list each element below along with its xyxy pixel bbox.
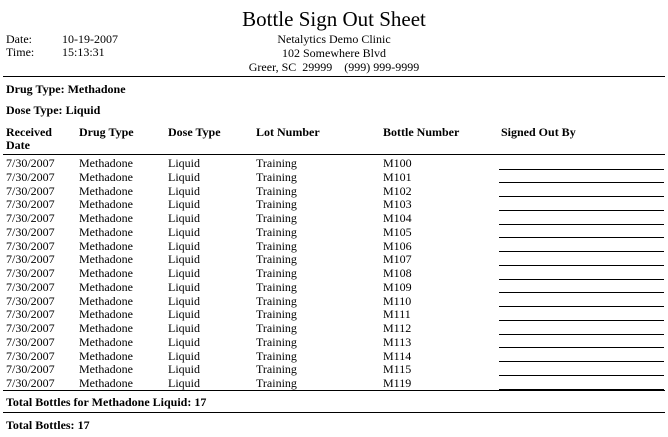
dose-type-label: Dose Type: [6, 103, 63, 117]
cell-received-date: 7/30/2007 [6, 169, 55, 184]
clinic-city-phone: Greer, SC 29999 (999) 999-9999 [248, 60, 420, 74]
signature-line[interactable] [499, 169, 664, 170]
cell-dose-type: Liquid [168, 307, 200, 322]
cell-drug-type: Methadone [79, 293, 133, 308]
cell-dose-type: Liquid [168, 362, 200, 377]
cell-received-date: 7/30/2007 [6, 362, 55, 377]
cell-received-date: 7/30/2007 [6, 252, 55, 267]
cell-lot-number: Training [256, 238, 297, 253]
cell-lot-number: Training [256, 197, 297, 212]
grand-total-count: 17 [77, 418, 90, 432]
cell-bottle-number: M105 [383, 224, 412, 239]
cell-lot-number: Training [256, 362, 297, 377]
table-row [0, 377, 668, 391]
cell-dose-type: Liquid [168, 238, 200, 253]
time-label: Time: [6, 45, 35, 59]
signature-line[interactable] [499, 292, 664, 293]
cell-bottle-number: M100 [383, 156, 412, 170]
table-row [0, 350, 668, 364]
cell-drug-type: Methadone [79, 252, 133, 267]
clinic-name: Netalytics Demo Clinic [277, 32, 391, 46]
cell-drug-type: Methadone [79, 266, 133, 280]
signature-line[interactable] [499, 334, 664, 335]
table-row [0, 336, 668, 350]
cell-received-date: 7/30/2007 [6, 266, 55, 280]
cell-bottle-number: M109 [383, 279, 412, 294]
cell-lot-number: Training [256, 224, 297, 239]
cell-dose-type: Liquid [168, 293, 200, 308]
cell-drug-type: Methadone [79, 348, 133, 363]
table-row [0, 308, 668, 322]
signature-line[interactable] [499, 279, 664, 280]
cell-bottle-number: M102 [383, 183, 412, 198]
column-header-divider [3, 154, 665, 155]
rows-end-divider [3, 390, 665, 391]
cell-drug-type: Methadone [79, 156, 133, 170]
date-value: 10-19-2007 [62, 32, 118, 46]
cell-received-date: 7/30/2007 [6, 376, 55, 390]
signature-line[interactable] [499, 251, 664, 252]
cell-dose-type: Liquid [168, 266, 200, 280]
signature-line[interactable] [499, 320, 664, 321]
col-bottle-number: Bottle Number [383, 125, 460, 139]
table-row [0, 171, 668, 185]
cell-bottle-number: M114 [383, 348, 412, 363]
cell-dose-type: Liquid [168, 169, 200, 184]
cell-received-date: 7/30/2007 [6, 321, 55, 335]
cell-bottle-number: M103 [383, 197, 412, 212]
grand-total [6, 418, 90, 432]
header-divider [3, 76, 665, 77]
drug-type-label: Drug Type: [6, 82, 65, 96]
cell-drug-type: Methadone [79, 224, 133, 239]
cell-received-date: 7/30/2007 [6, 183, 55, 198]
cell-lot-number: Training [256, 321, 297, 335]
cell-drug-type: Methadone [79, 307, 133, 322]
cell-lot-number: Training [256, 279, 297, 294]
cell-lot-number: Training [256, 266, 297, 280]
date-label: Date: [6, 32, 32, 46]
cell-lot-number: Training [256, 156, 297, 170]
table-row [0, 295, 668, 309]
cell-bottle-number: M104 [383, 211, 412, 225]
cell-received-date: 7/30/2007 [6, 307, 55, 322]
cell-dose-type: Liquid [168, 321, 200, 335]
signature-line[interactable] [499, 237, 664, 238]
cell-lot-number: Training [256, 293, 297, 308]
col-received-date-line1: Received [6, 125, 52, 139]
table-row [0, 226, 668, 240]
signature-line[interactable] [499, 196, 664, 197]
table-row [0, 198, 668, 212]
cell-received-date: 7/30/2007 [6, 348, 55, 363]
table-row [0, 363, 668, 377]
signature-line[interactable] [499, 224, 664, 225]
cell-lot-number: Training [256, 252, 297, 267]
table-row [0, 240, 668, 254]
signature-line[interactable] [499, 361, 664, 362]
cell-drug-type: Methadone [79, 183, 133, 198]
cell-received-date: 7/30/2007 [6, 197, 55, 212]
clinic-address: 102 Somewhere Blvd [282, 46, 386, 60]
col-lot-number: Lot Number [256, 125, 320, 139]
cell-drug-type: Methadone [79, 321, 133, 335]
cell-lot-number: Training [256, 169, 297, 184]
cell-bottle-number: M108 [383, 266, 412, 280]
time-value: 15:13:31 [62, 45, 105, 59]
cell-dose-type: Liquid [168, 197, 200, 212]
signature-line[interactable] [499, 182, 664, 183]
totals-divider [3, 412, 665, 413]
cell-drug-type: Methadone [79, 169, 133, 184]
table-row [0, 253, 668, 267]
cell-lot-number: Training [256, 348, 297, 363]
cell-lot-number: Training [256, 334, 297, 349]
col-received-date-line2: Date [6, 138, 30, 152]
cell-drug-type: Methadone [79, 211, 133, 225]
cell-dose-type: Liquid [168, 279, 200, 294]
drug-type-group [6, 82, 126, 96]
cell-bottle-number: M119 [383, 376, 412, 390]
table-row [0, 322, 668, 336]
cell-dose-type: Liquid [168, 252, 200, 267]
col-signed-out-by: Signed Out By [501, 125, 576, 139]
cell-bottle-number: M101 [383, 169, 412, 184]
cell-drug-type: Methadone [79, 362, 133, 377]
cell-drug-type: Methadone [79, 334, 133, 349]
cell-bottle-number: M106 [383, 238, 412, 253]
table-row [0, 212, 668, 226]
cell-dose-type: Liquid [168, 334, 200, 349]
cell-lot-number: Training [256, 183, 297, 198]
cell-dose-type: Liquid [168, 211, 200, 225]
cell-received-date: 7/30/2007 [6, 293, 55, 308]
signature-line[interactable] [499, 375, 664, 376]
col-dose-type: Dose Type [168, 125, 221, 139]
group-total [6, 395, 206, 409]
cell-bottle-number: M112 [383, 321, 412, 335]
cell-bottle-number: M107 [383, 252, 412, 267]
dose-type-value: Liquid [65, 103, 101, 117]
cell-drug-type: Methadone [79, 376, 133, 390]
cell-dose-type: Liquid [168, 183, 200, 198]
col-received-date [6, 126, 52, 152]
signature-line[interactable] [499, 306, 664, 307]
table-row [0, 157, 668, 171]
dose-type-group [6, 103, 100, 117]
cell-drug-type: Methadone [79, 238, 133, 253]
signature-line[interactable] [499, 347, 664, 348]
table-row [0, 267, 668, 281]
cell-drug-type: Methadone [79, 279, 133, 294]
group-total-label: Total Bottles for Methadone Liquid: [6, 395, 192, 409]
cell-dose-type: Liquid [168, 224, 200, 239]
cell-received-date: 7/30/2007 [6, 156, 55, 170]
table-row [0, 185, 668, 199]
group-total-count: 17 [194, 395, 207, 409]
cell-received-date: 7/30/2007 [6, 334, 55, 349]
cell-received-date: 7/30/2007 [6, 211, 55, 225]
cell-received-date: 7/30/2007 [6, 224, 55, 239]
grand-total-label: Total Bottles: [6, 418, 75, 432]
signature-line[interactable] [499, 265, 664, 266]
cell-lot-number: Training [256, 307, 297, 322]
cell-lot-number: Training [256, 376, 297, 390]
cell-received-date: 7/30/2007 [6, 279, 55, 294]
cell-bottle-number: M110 [383, 293, 412, 308]
drug-type-value: Methadone [67, 82, 126, 96]
cell-dose-type: Liquid [168, 376, 200, 390]
col-drug-type: Drug Type [79, 125, 134, 139]
cell-drug-type: Methadone [79, 197, 133, 212]
cell-lot-number: Training [256, 211, 297, 225]
table-row [0, 281, 668, 295]
cell-received-date: 7/30/2007 [6, 238, 55, 253]
cell-bottle-number: M111 [383, 307, 411, 322]
cell-bottle-number: M113 [383, 334, 412, 349]
signature-line[interactable] [499, 210, 664, 211]
report-title: Bottle Sign Out Sheet [242, 7, 426, 31]
cell-bottle-number: M115 [383, 362, 412, 377]
cell-dose-type: Liquid [168, 156, 200, 170]
cell-dose-type: Liquid [168, 348, 200, 363]
